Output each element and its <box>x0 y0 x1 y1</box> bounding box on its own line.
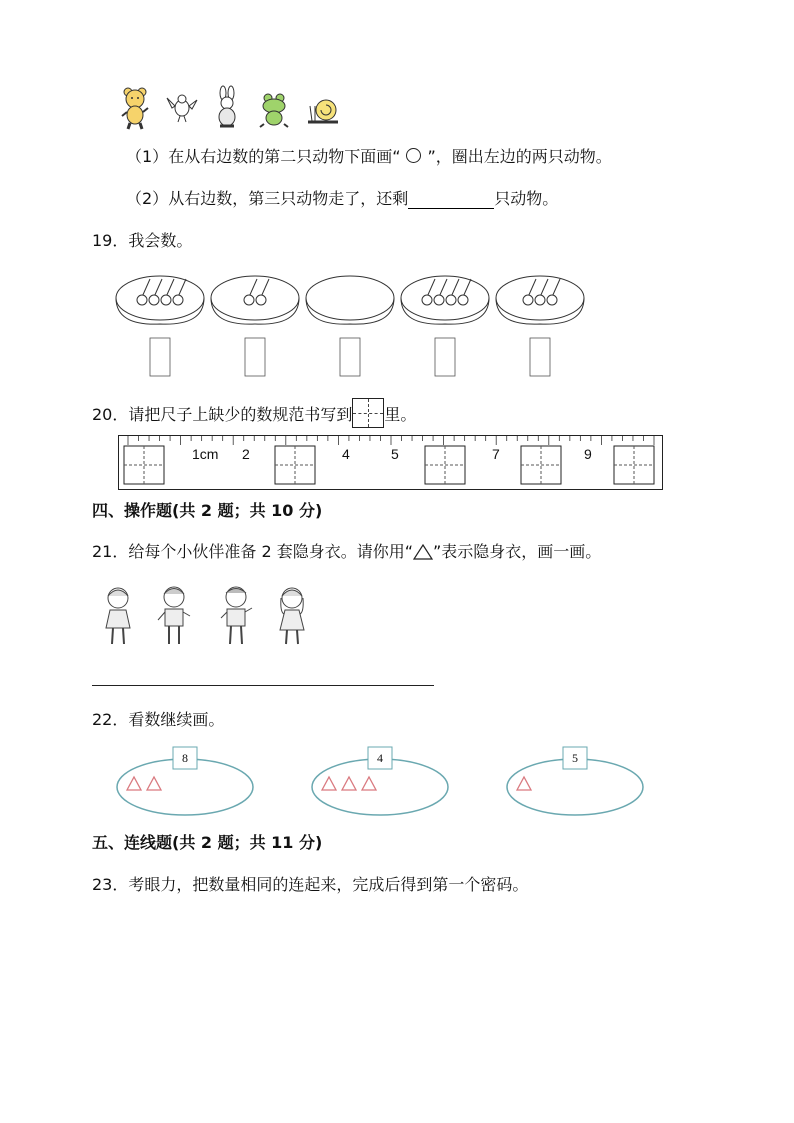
animal-row <box>118 86 358 132</box>
cherry-icon <box>137 295 147 305</box>
question-text: ．请把尺子上缺少的数规范书写到 <box>112 405 353 424</box>
question-text: ．看数继续画。 <box>112 710 225 729</box>
ruler-answer-box[interactable] <box>124 446 164 484</box>
q20-title <box>92 398 416 428</box>
part-number: （2） <box>126 189 169 208</box>
instruction-text: 从右边数，第三只动物走了，还剩 <box>168 189 409 208</box>
answer-box[interactable] <box>530 338 550 376</box>
cherry-icon <box>173 295 183 305</box>
answer-box[interactable] <box>150 338 170 376</box>
drawing-group <box>507 747 643 815</box>
plate <box>306 276 394 324</box>
answer-box[interactable] <box>245 338 265 376</box>
question-number: 23 <box>92 875 113 894</box>
answer-box[interactable] <box>435 338 455 376</box>
cherry-icon <box>446 295 456 305</box>
ruler-label: 5 <box>391 446 399 462</box>
ruler-label: 9 <box>584 446 592 462</box>
tian-grid-box-icon <box>352 398 384 428</box>
answer-blank[interactable] <box>408 192 494 209</box>
answer-line[interactable] <box>92 685 434 686</box>
q18-part2 <box>126 189 558 209</box>
instruction-text: ”，圈出左边的两只动物。 <box>427 147 612 166</box>
section-title: 五、连线题(共 2 题；共 11 分) <box>92 833 323 852</box>
ruler <box>118 435 664 491</box>
girl-icon <box>274 584 310 648</box>
plate <box>211 276 299 324</box>
cherry-icon <box>161 295 171 305</box>
kids-row <box>100 584 320 650</box>
cherry-icon <box>535 295 545 305</box>
plate <box>401 276 489 324</box>
cherry-icon <box>547 295 557 305</box>
target-number: 4 <box>377 751 383 765</box>
ruler-label: 2 <box>242 446 250 462</box>
cherry-icon <box>458 295 468 305</box>
drawing-group <box>312 747 448 815</box>
ruler-label: 7 <box>492 446 500 462</box>
q22-title <box>92 710 224 730</box>
drawing-group <box>117 747 253 815</box>
q18-part1 <box>126 147 612 167</box>
bear-icon <box>120 86 150 130</box>
cherry-icon <box>434 295 444 305</box>
question-text: ．给每个小伙伴准备 2 套隐身衣。请你用“ <box>112 542 414 561</box>
frog-icon <box>258 92 290 128</box>
cherry-icon <box>149 295 159 305</box>
plate-rim <box>306 276 394 320</box>
q21-title <box>92 542 601 562</box>
question-text: ．我会数。 <box>112 231 193 250</box>
question-number: 20 <box>92 405 113 424</box>
girl-icon <box>100 584 136 648</box>
snail-icon <box>306 92 340 128</box>
plates-row <box>112 268 602 383</box>
plate <box>496 276 584 324</box>
boy-icon <box>156 584 192 648</box>
bird-icon <box>166 90 198 126</box>
question-number: 19 <box>92 231 113 250</box>
rabbit-icon <box>212 86 242 130</box>
q19-title <box>92 231 192 251</box>
cherry-icon <box>523 295 533 305</box>
boy-icon <box>218 584 254 648</box>
plate <box>116 276 204 324</box>
ruler-answer-box[interactable] <box>521 446 561 484</box>
instruction-text: 只动物。 <box>494 189 559 208</box>
question-text: 里。 <box>384 405 417 424</box>
circle-icon <box>406 148 421 163</box>
question-text: ”表示隐身衣，画一画。 <box>433 542 602 561</box>
cherry-icon <box>256 295 266 305</box>
question-text: ．考眼力，把数量相同的连起来，完成后得到第一个密码。 <box>112 875 529 894</box>
question-number: 22 <box>92 710 113 729</box>
ruler-answer-box[interactable] <box>425 446 465 484</box>
answer-box[interactable] <box>340 338 360 376</box>
ruler-label: 1cm <box>192 446 219 462</box>
cherry-icon <box>422 295 432 305</box>
question-number: 21 <box>92 542 113 561</box>
triangle-icon <box>413 544 433 560</box>
ruler-answer-box[interactable] <box>614 446 654 484</box>
target-number: 5 <box>572 751 578 765</box>
section-title: 四、操作题(共 2 题；共 10 分) <box>92 501 323 520</box>
ruler-answer-box[interactable] <box>275 446 315 484</box>
q23-title <box>92 875 528 895</box>
drawing-ovals <box>110 745 650 820</box>
target-number: 8 <box>182 751 188 765</box>
part-number: （1） <box>126 147 169 166</box>
cherry-icon <box>244 295 254 305</box>
ruler-label: 4 <box>342 446 350 462</box>
instruction-text: 在从右边数的第二只动物下面画“ <box>168 147 401 166</box>
